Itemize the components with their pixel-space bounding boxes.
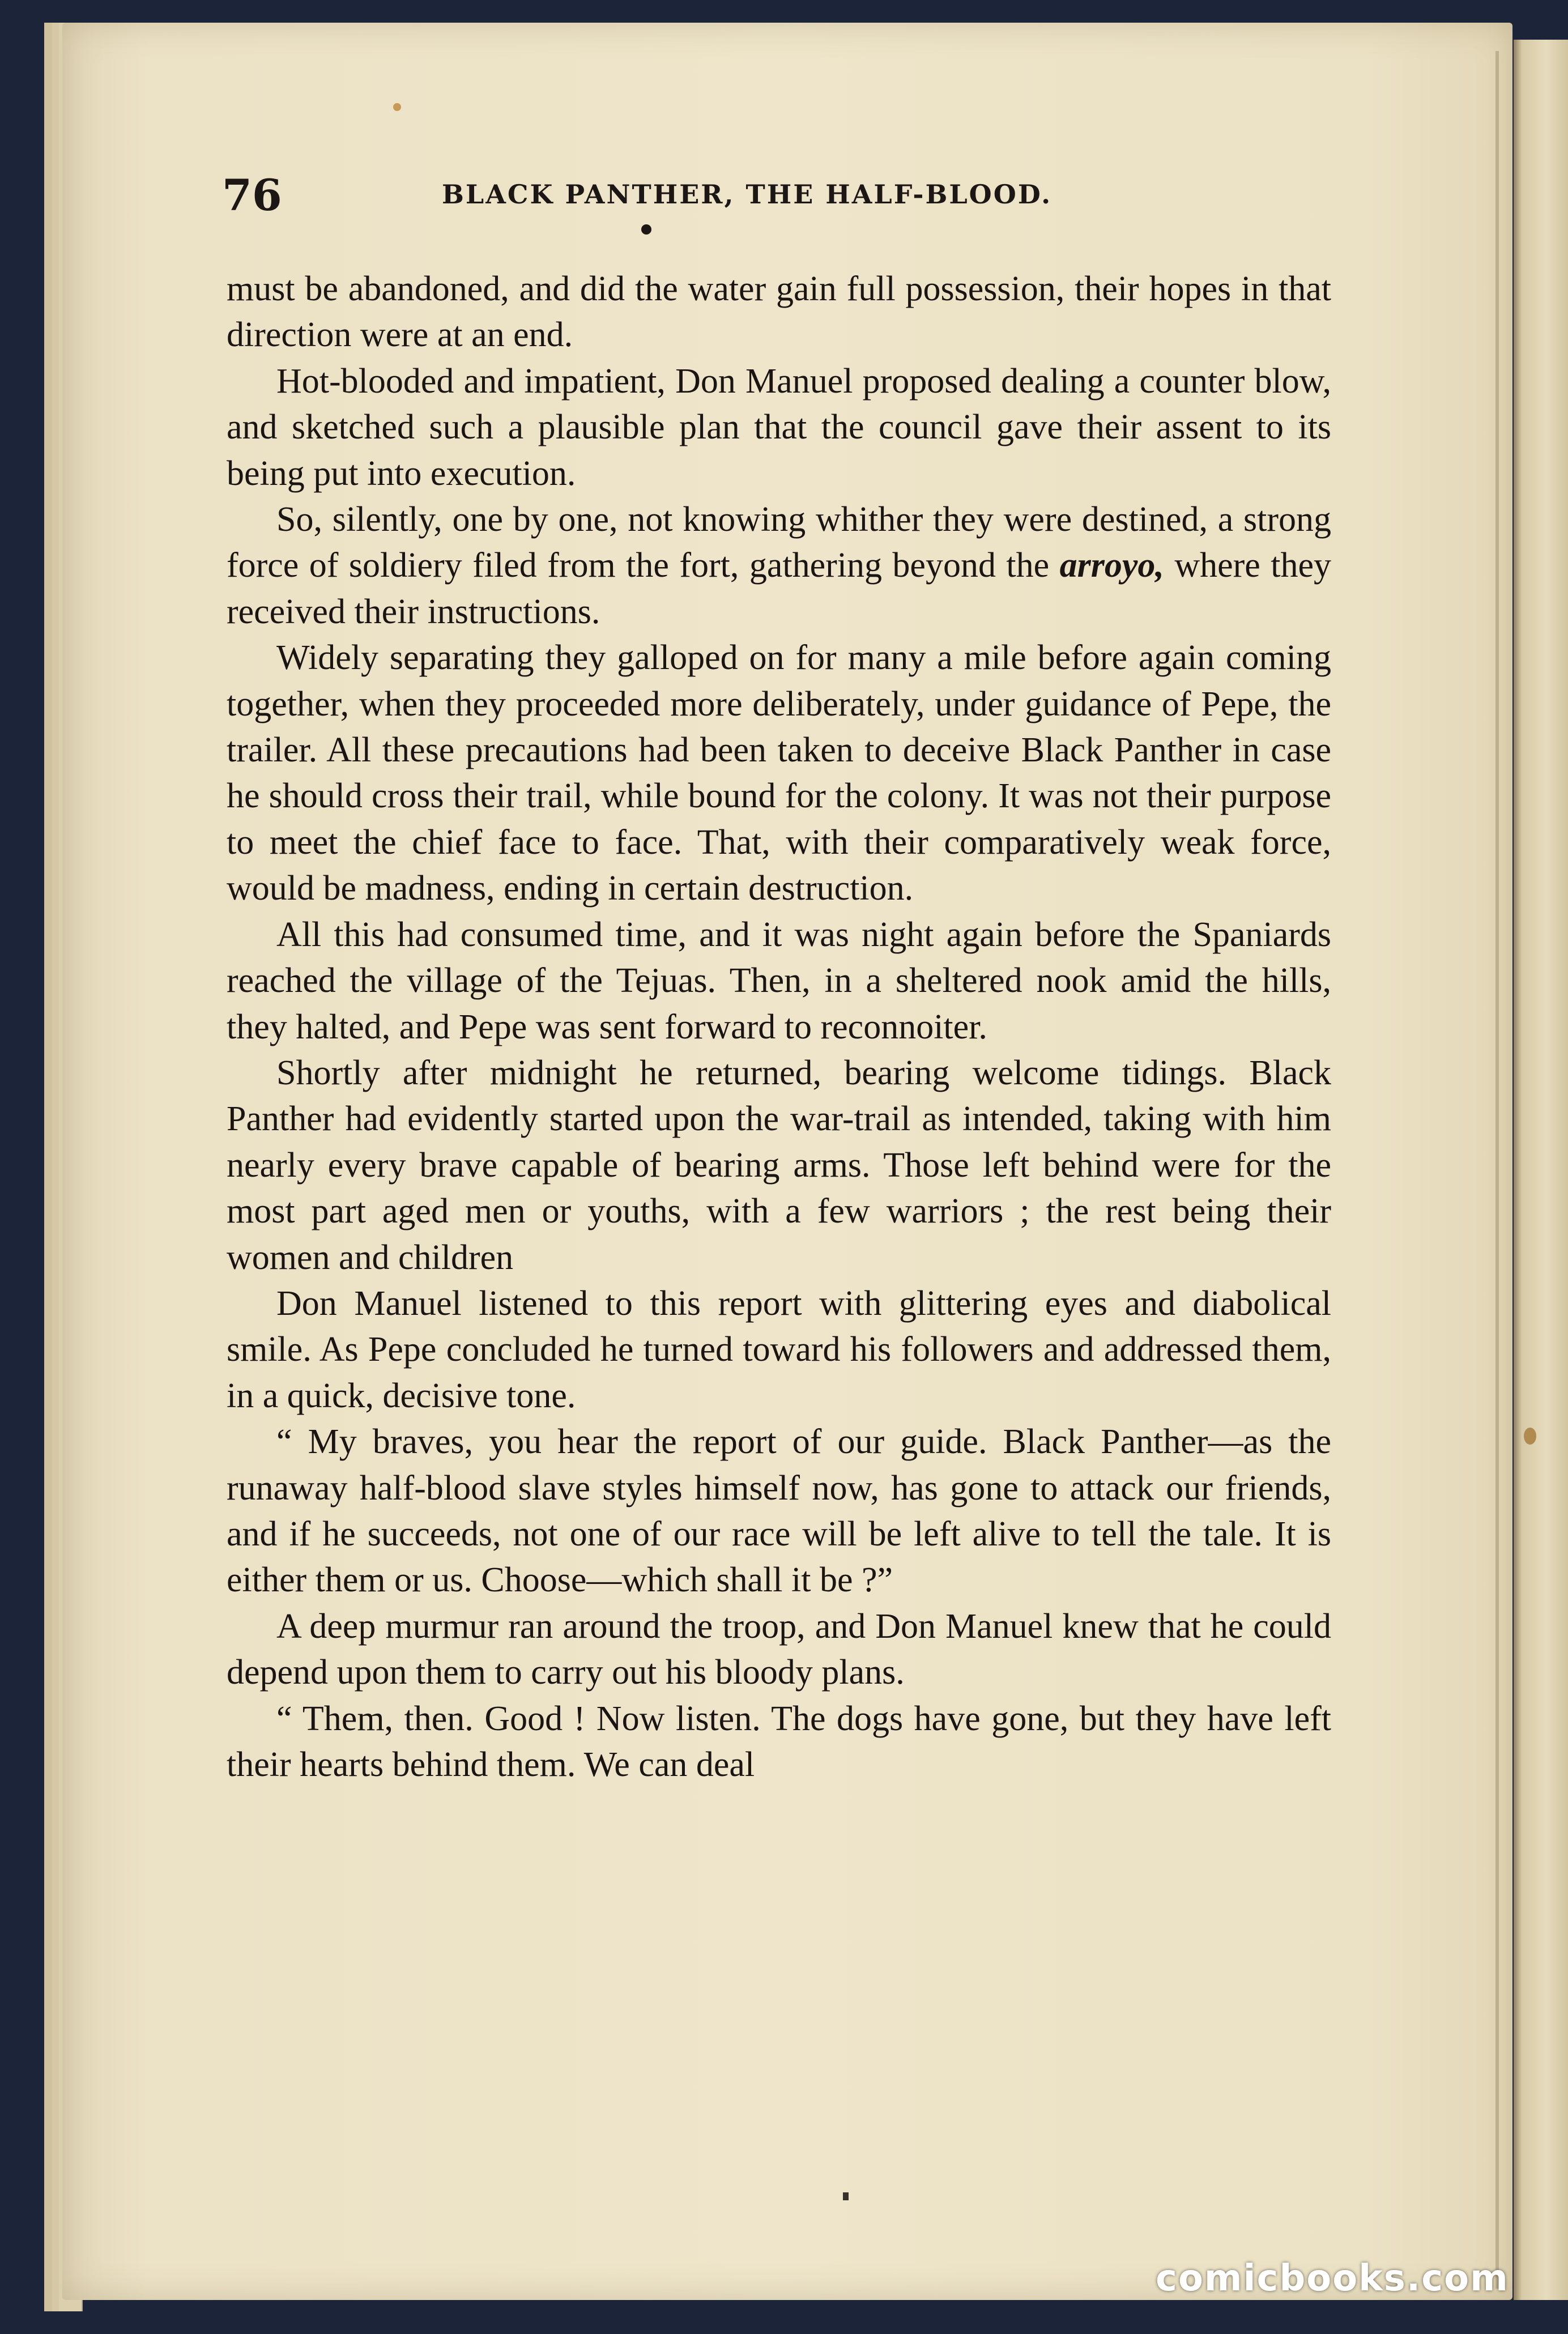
paragraph: Widely separating they galloped on for many a mile before again coming together, when they proceeded more deliberately, under guidance of Pepe, the trailer. All these precautions had been taken to deceive Black Panther in case he should cross their trail, while bound for the colony. It was not their purpose to meet the chief face to face. That, with their comparatively weak force, would be madness, ending in certain destruction. — [227, 638, 1331, 908]
page-number: 76 — [222, 170, 282, 220]
paragraph: must be abandoned, and did the water gain full possession, their hopes in that direction were at an end. — [227, 270, 1331, 355]
paragraph: All this had consumed time, and it was night again before the Spaniards reached the village of the Tejuas. Then, in a sheltered nook amid the hills, they halted, and Pepe was sent forward to reconnoiter. — [227, 915, 1331, 1046]
paragraph: “ Them, then. Good ! Now listen. The dogs have gone, but they have left their hearts behind them. We can deal — [227, 1699, 1331, 1784]
next-page-edge — [1514, 40, 1568, 2300]
header-ornament-dot — [641, 224, 651, 235]
paragraph: Don Manuel listened to this report with glittering eyes and diabolical smile. As Pepe concluded he turned toward his followers and addressed them, in a quick, decisive tone. — [227, 1284, 1331, 1415]
paragraph-text: So, silently, one by one, not knowing whither they were destined, a strong force of soldiery filed from the fort, gathering beyond the — [227, 500, 1331, 585]
paragraph: Shortly after midnight he returned, bearing welcome tidings. Black Panther had evidently started upon the war-trail as intended, taking with him nearly every brave capable of bearing arms. Those left behind were for the most part aged men or youths, with a few warriors ; the rest being their women and children — [227, 1053, 1331, 1277]
paragraph: “ My braves, you hear the report of our guide. Black Panther—as the runaway half-blood slave styles himself now, has gone to attack our friends, and if he succeeds, not one of our race will be left alive to tell the tale. It is either them or us. Choose—which shall it be ?” — [227, 1422, 1331, 1600]
paragraph: Hot-blooded and impatient, Don Manuel proposed dealing a counter blow, and sketched such a plausible plan that the council gave their assent to its being put into execution. — [227, 361, 1331, 493]
body-text — [227, 266, 1331, 1788]
paper-speck — [1524, 1428, 1536, 1445]
running-head: BLACK PANTHER, THE HALF-BLOOD. — [442, 179, 1053, 210]
watermark: comicbooks.com — [1156, 2258, 1509, 2299]
footer-mark — [843, 2192, 849, 2200]
italic-word: arroyo, — [1059, 546, 1164, 585]
paper-speck — [393, 103, 401, 111]
paragraph: A deep murmur ran around the troop, and Don Manuel knew that he could depend upon them to carry out his bloody plans. — [227, 1607, 1331, 1692]
paragraph-text: where they received their instructions. — [227, 546, 1332, 631]
page-fold-line — [1495, 51, 1499, 2289]
paragraph — [227, 497, 1331, 635]
